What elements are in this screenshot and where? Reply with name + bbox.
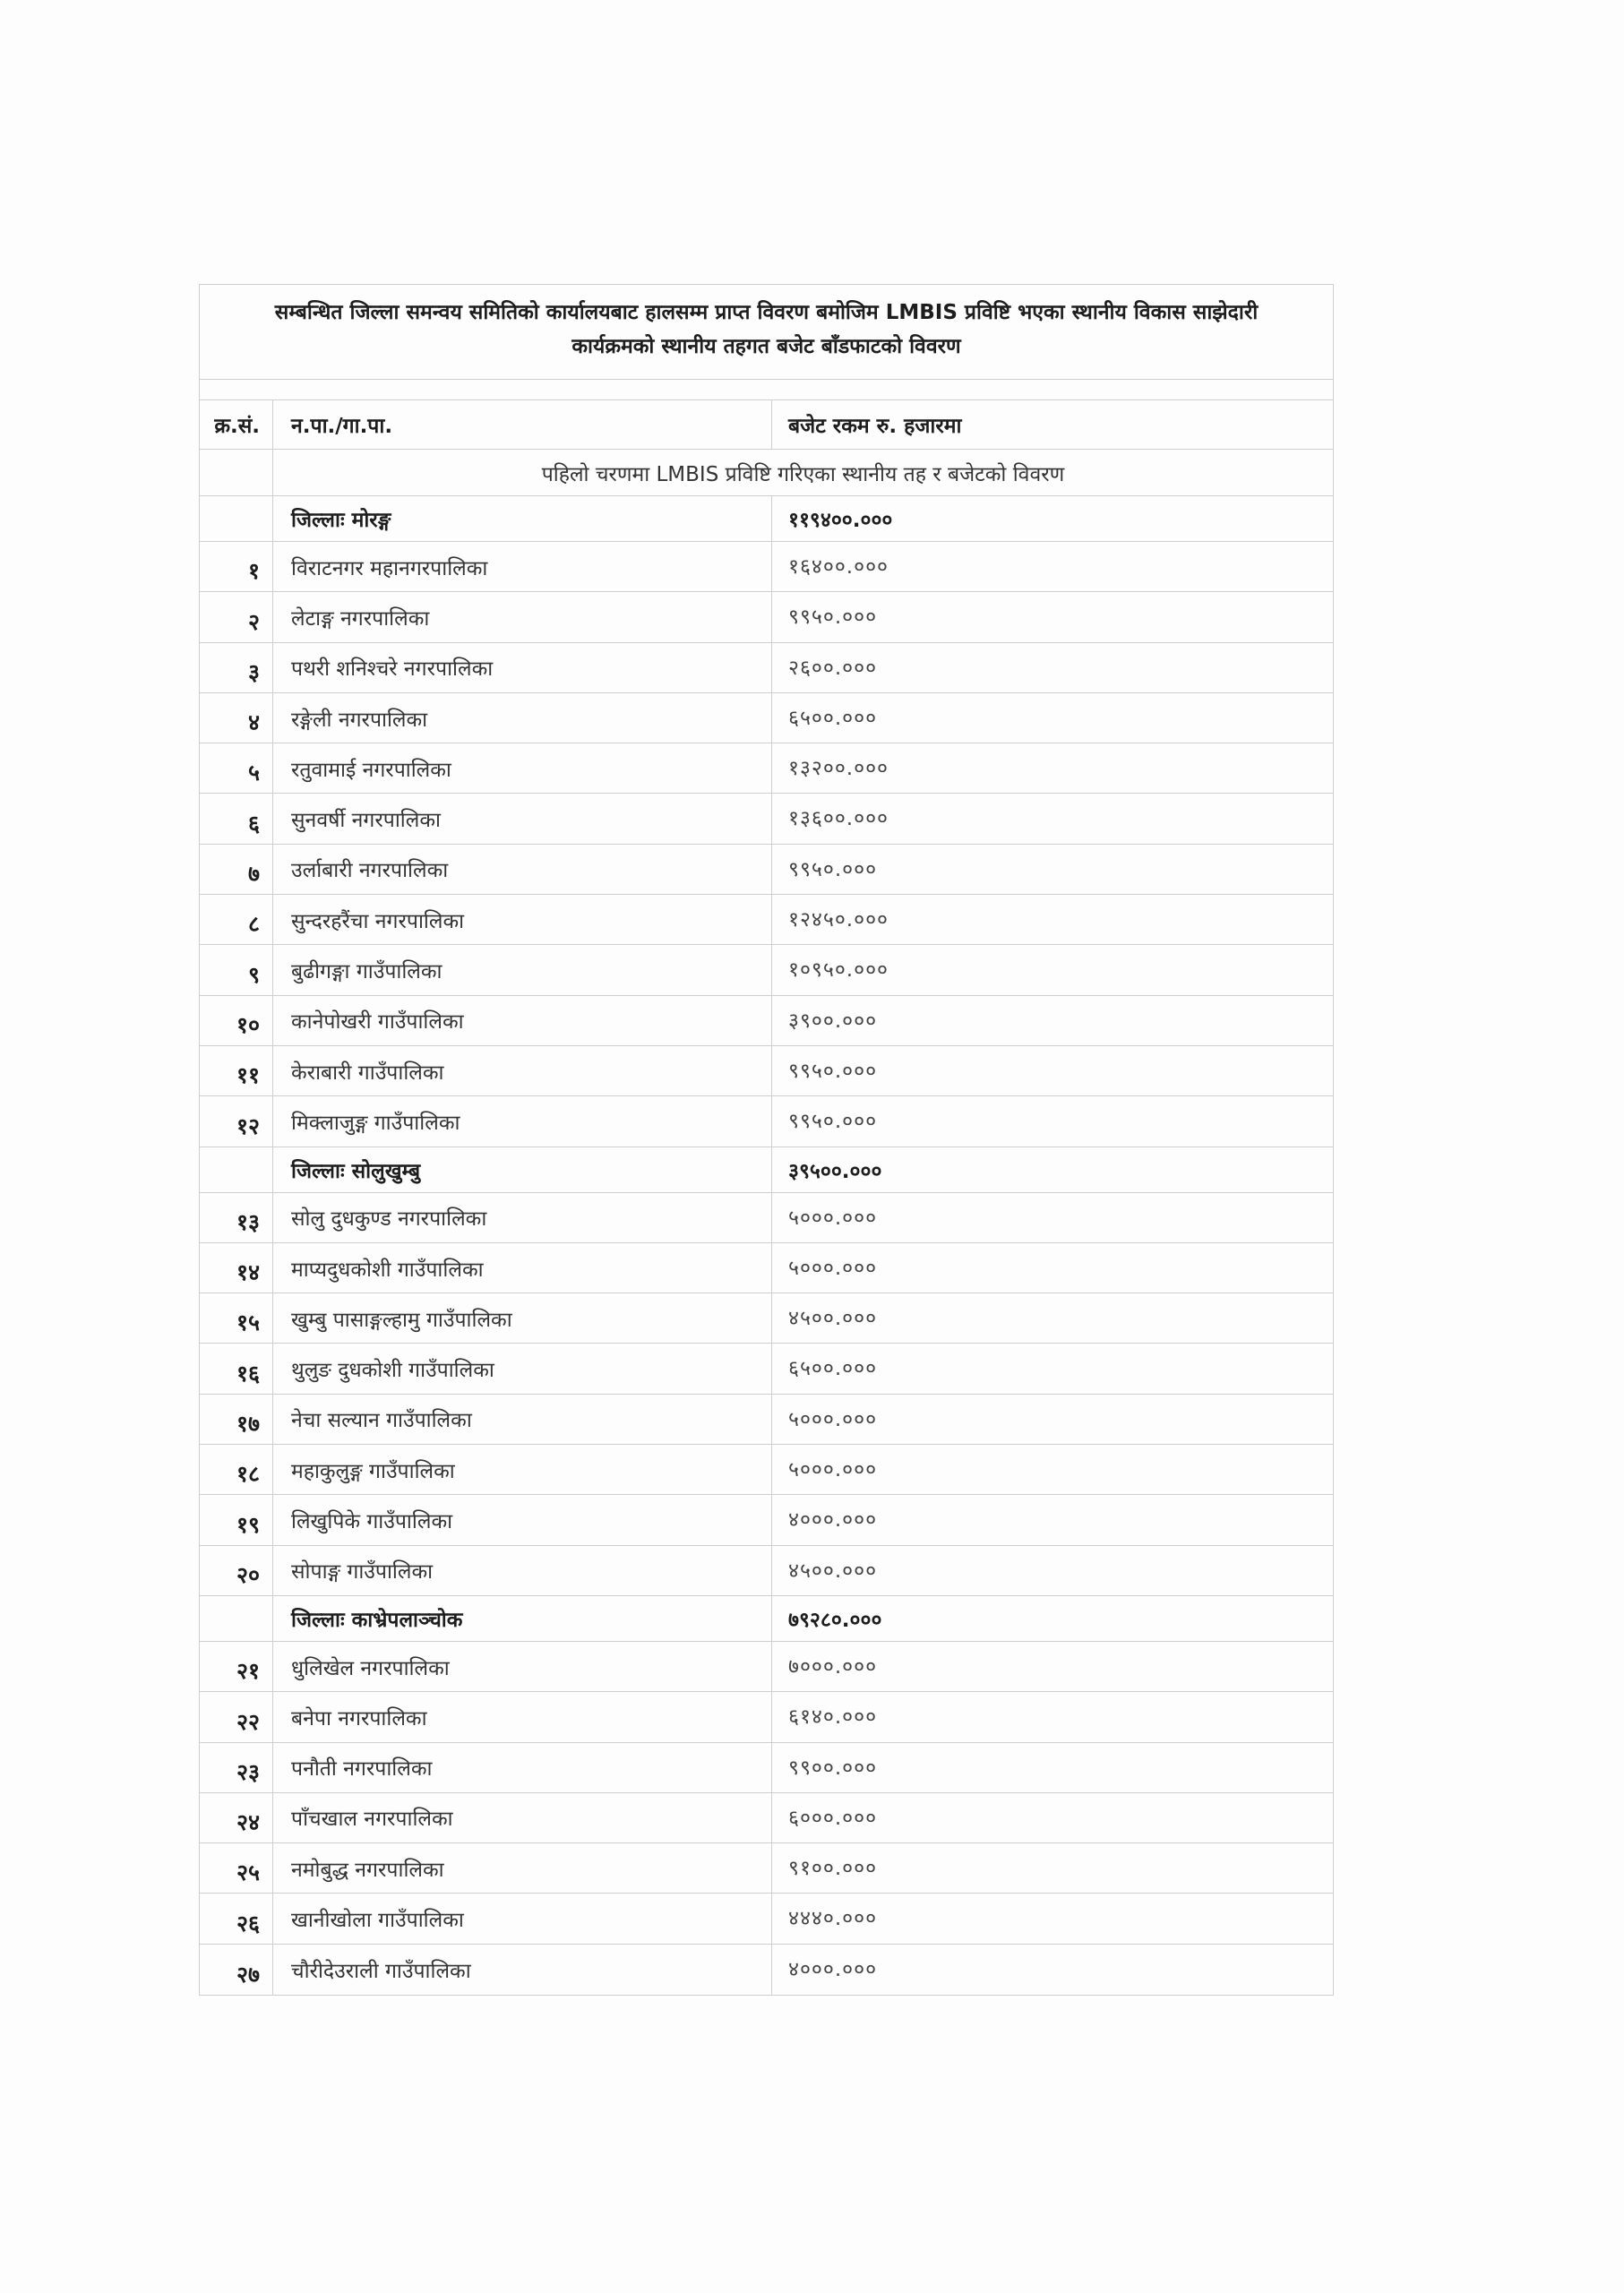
row-amount: ६०००.००० — [788, 1806, 878, 1830]
row-amount: ४०००.००० — [788, 1508, 878, 1533]
district-empty-cell — [200, 1596, 273, 1641]
row-local-level: धुलिखेल नगरपालिका — [273, 1642, 772, 1691]
row-amount: ९९००.००० — [788, 1756, 878, 1780]
table-row — [200, 895, 1333, 945]
row-amount: १०९५०.००० — [788, 958, 889, 983]
table-row — [200, 1495, 1333, 1545]
row-amount: ४०००.००० — [788, 1957, 878, 1981]
row-serial: १० — [200, 996, 273, 1045]
district-empty-cell — [200, 496, 273, 541]
table-row — [200, 1293, 1333, 1344]
district-total: ७९२८०.००० — [788, 1608, 882, 1632]
district-row — [200, 496, 1333, 542]
table-row — [200, 643, 1333, 693]
row-serial: १७ — [200, 1395, 273, 1444]
row-amount: ६१४०.००० — [788, 1705, 878, 1730]
spacer-row — [200, 380, 1333, 400]
district-row — [200, 1147, 1333, 1193]
phase-empty-cell — [200, 450, 273, 495]
document-title — [200, 285, 1333, 380]
row-local-level: केराबारी गाउँपालिका — [273, 1046, 772, 1095]
table-row — [200, 1843, 1333, 1894]
row-local-level: माप्यदुधकोशी गाउँपालिका — [273, 1243, 772, 1292]
row-serial: २२ — [200, 1692, 273, 1741]
row-serial: ४ — [200, 693, 273, 743]
table-row — [200, 1642, 1333, 1692]
row-serial: २४ — [200, 1793, 273, 1842]
table-body — [200, 496, 1333, 1995]
row-serial: २७ — [200, 1945, 273, 1995]
header-row — [200, 400, 1333, 450]
table-row — [200, 1692, 1333, 1742]
row-local-level: खानीखोला गाउँपालिका — [273, 1894, 772, 1943]
row-serial: ६ — [200, 794, 273, 843]
header-budget: बजेट रकम रु. हजारमा — [788, 415, 962, 438]
title-line-1: सम्बन्धित जिल्ला समन्वय समितिको कार्यालयबाट हालसम्म प्राप्त विवरण बमोजिम LMBIS प्रविष्टि भएका स्थानीय विकास साझेदारी — [274, 301, 1259, 324]
row-local-level: सुनवर्षी नगरपालिका — [273, 794, 772, 843]
row-serial: ८ — [200, 895, 273, 944]
table-row — [200, 1344, 1333, 1394]
row-amount: १३२००.००० — [788, 757, 889, 781]
row-local-level: कानेपोखरी गाउँपालिका — [273, 996, 772, 1045]
row-serial: १३ — [200, 1193, 273, 1242]
row-serial: ३ — [200, 643, 273, 692]
row-amount: ५०००.००० — [788, 1256, 878, 1280]
row-amount: ४४४०.००० — [788, 1907, 878, 1931]
row-local-level: रतुवामाई नगरपालिका — [273, 743, 772, 793]
row-amount: ७०००.००० — [788, 1654, 878, 1679]
row-serial: २३ — [200, 1743, 273, 1792]
table-row — [200, 1945, 1333, 1995]
table-row — [200, 542, 1333, 592]
phase-row — [200, 450, 1333, 496]
row-serial: ५ — [200, 743, 273, 793]
table-row — [200, 996, 1333, 1046]
row-serial: १६ — [200, 1344, 273, 1393]
row-serial: १५ — [200, 1293, 273, 1343]
row-amount: ९१००.००० — [788, 1857, 878, 1881]
budget-table — [199, 284, 1334, 1996]
table-row — [200, 1395, 1333, 1445]
row-amount: ५०००.००० — [788, 1407, 878, 1431]
district-empty-cell — [200, 1147, 273, 1192]
district-name: जिल्लाः काभ्रेपलाञ्चोक — [273, 1596, 772, 1641]
table-row — [200, 1793, 1333, 1843]
row-local-level: खुम्बु पासाङ्गल्हामु गाउँपालिका — [273, 1293, 772, 1343]
table-row — [200, 693, 1333, 743]
table-row — [200, 794, 1333, 844]
district-total: ३९५००.००० — [788, 1159, 882, 1183]
row-serial: २५ — [200, 1843, 273, 1893]
table-row — [200, 1894, 1333, 1944]
district-name: जिल्लाः सोलुखुम्बु — [273, 1147, 772, 1192]
header-sn: क्र.सं. — [200, 400, 273, 449]
row-serial: २१ — [200, 1642, 273, 1691]
row-serial: २० — [200, 1546, 273, 1595]
row-serial: ११ — [200, 1046, 273, 1095]
title-line-2: कार्यक्रमको स्थानीय तहगत बजेट बाँडफाटको विवरण — [571, 335, 961, 358]
table-row — [200, 1193, 1333, 1243]
row-amount: १३६००.००० — [788, 807, 889, 831]
row-amount: ३९००.००० — [788, 1009, 878, 1033]
row-local-level: पाँचखाल नगरपालिका — [273, 1793, 772, 1842]
row-local-level: सोलु दुधकुण्ड नगरपालिका — [273, 1193, 772, 1242]
row-serial: १८ — [200, 1445, 273, 1494]
row-serial: ९ — [200, 945, 273, 994]
row-amount: ९९५०.००० — [788, 605, 878, 630]
row-amount: ९९५०.००० — [788, 857, 878, 881]
header-name: न.पा./गा.पा. — [273, 400, 772, 449]
table-row — [200, 845, 1333, 895]
row-local-level: विराटनगर महानगरपालिका — [273, 542, 772, 591]
table-row — [200, 743, 1333, 794]
row-amount: ९९५०.००० — [788, 1059, 878, 1083]
table-row — [200, 1445, 1333, 1495]
row-local-level: बनेपा नगरपालिका — [273, 1692, 772, 1741]
table-row — [200, 1243, 1333, 1293]
row-local-level: लेटाङ्ग नगरपालिका — [273, 592, 772, 641]
phase-label: पहिलो चरणमा LMBIS प्रविष्टि गरिएका स्थानीय तह र बजेटको विवरण — [541, 462, 1065, 486]
district-total: ११९४००.००० — [788, 509, 893, 532]
row-serial: १ — [200, 542, 273, 591]
table-row — [200, 1743, 1333, 1793]
row-serial: २६ — [200, 1894, 273, 1943]
row-amount: १२४५०.००० — [788, 908, 889, 932]
row-amount: ४५००.००० — [788, 1307, 878, 1331]
row-local-level: पनौती नगरपालिका — [273, 1743, 772, 1792]
table-row — [200, 1546, 1333, 1596]
row-amount: २६००.००० — [788, 656, 878, 680]
row-local-level: थुलुङ दुधकोशी गाउँपालिका — [273, 1344, 772, 1393]
row-local-level: नमोबुद्ध नगरपालिका — [273, 1843, 772, 1893]
row-local-level: नेचा सल्यान गाउँपालिका — [273, 1395, 772, 1444]
row-serial: १४ — [200, 1243, 273, 1292]
table-row — [200, 1096, 1333, 1146]
row-local-level: पथरी शनिश्चरे नगरपालिका — [273, 643, 772, 692]
row-serial: १९ — [200, 1495, 273, 1544]
row-amount: ९९५०.००० — [788, 1110, 878, 1134]
row-amount: ६५००.००० — [788, 1357, 878, 1381]
row-local-level: मिक्लाजुङ्ग गाउँपालिका — [273, 1096, 772, 1146]
table-row — [200, 945, 1333, 995]
table-row — [200, 1046, 1333, 1096]
row-serial: ७ — [200, 845, 273, 894]
row-serial: २ — [200, 592, 273, 641]
table-row — [200, 592, 1333, 642]
district-row — [200, 1596, 1333, 1642]
row-amount: ५०००.००० — [788, 1206, 878, 1230]
district-name: जिल्लाः मोरङ्ग — [273, 496, 772, 541]
row-local-level: चौरीदेउराली गाउँपालिका — [273, 1945, 772, 1995]
row-local-level: सुन्दरहरैंचा नगरपालिका — [273, 895, 772, 944]
row-amount: ६५००.००० — [788, 706, 878, 730]
row-serial: १२ — [200, 1096, 273, 1146]
row-amount: ५०००.००० — [788, 1458, 878, 1482]
row-amount: १६४००.००० — [788, 555, 889, 579]
row-local-level: उर्लाबारी नगरपालिका — [273, 845, 772, 894]
row-local-level: रङ्गेली नगरपालिका — [273, 693, 772, 743]
row-local-level: बुढीगङ्गा गाउँपालिका — [273, 945, 772, 994]
row-local-level: सोपाङ्ग गाउँपालिका — [273, 1546, 772, 1595]
row-local-level: लिखुपिके गाउँपालिका — [273, 1495, 772, 1544]
row-amount: ४५००.००० — [788, 1559, 878, 1583]
row-local-level: महाकुलुङ्ग गाउँपालिका — [273, 1445, 772, 1494]
